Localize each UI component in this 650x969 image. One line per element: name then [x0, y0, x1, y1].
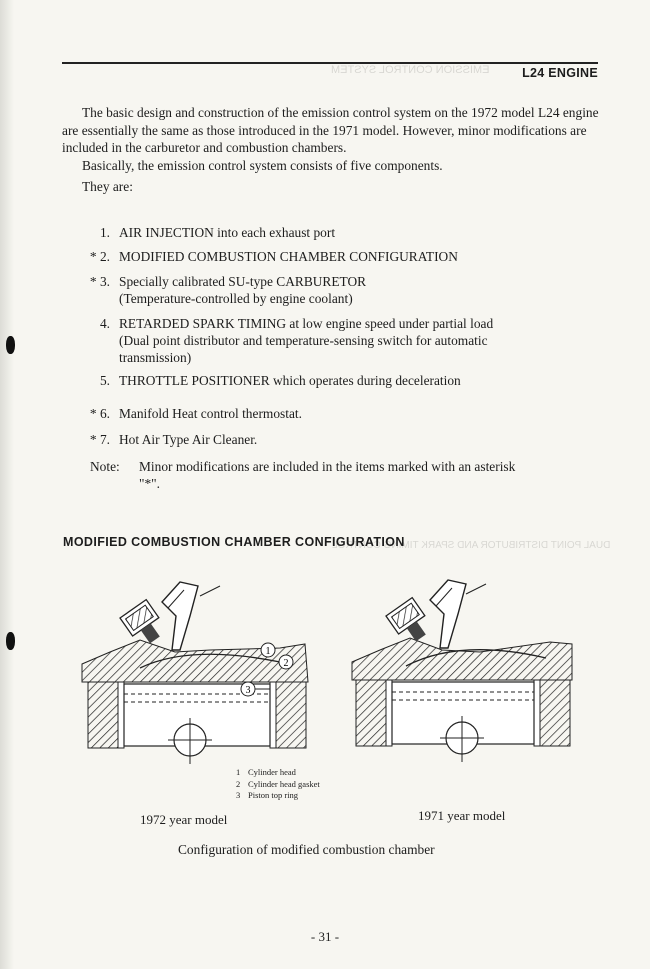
item-number: 1.: [99, 225, 110, 240]
item-number: * 7.: [89, 432, 110, 447]
intro-paragraph: The basic design and construction of the emission control system on the 1972 model L24 engine are essentially the same as those introduced in the 1971 model. However, minor modifications are included in the carburetor and combustion chambers.: [62, 105, 599, 155]
callout-number: 2: [283, 658, 289, 669]
note-text: Minor modifications are included in the items marked with an asterisk: [139, 459, 516, 474]
ghost-text: EMISSION CONTROL SYSTEM: [331, 64, 490, 76]
note-label: Note:: [90, 459, 120, 474]
item-number: * 2.: [89, 249, 110, 264]
section-heading: MODIFIED COMBUSTION CHAMBER CONFIGURATION: [63, 535, 405, 549]
item-number: 4.: [99, 316, 110, 331]
header-rule: [62, 62, 598, 64]
ghost-text: DUAL POINT DISTRIBUTOR AND SPARK TIMING CONTROL: [331, 540, 610, 551]
item-subtext: (Dual point distributor and temperature-sensing switch for automatic: [119, 333, 488, 348]
item-number: 5.: [99, 373, 110, 388]
callout-number: 3: [245, 685, 251, 696]
item-text: Hot Air Type Air Cleaner.: [119, 432, 258, 447]
item-text: Specially calibrated SU-type CARBURETOR: [119, 274, 367, 289]
binder-hole: [6, 632, 15, 650]
intro-paragraph: Basically, the emission control system consists of five components.: [82, 157, 443, 173]
legend-item: 3 Piston top ring: [236, 790, 299, 800]
page-edge: [0, 0, 14, 969]
item-number: * 6.: [89, 406, 110, 421]
left-diagram-caption: 1972 year model: [140, 812, 228, 827]
item-number: * 3.: [89, 274, 110, 289]
figure-legend: [236, 767, 320, 802]
right-diagram-caption: 1971 year model: [418, 808, 506, 823]
item-text: RETARDED SPARK TIMING at low engine speed under partial load: [119, 316, 494, 331]
combustion-chamber-diagram-1972: [80, 572, 315, 772]
intro-text: [62, 104, 602, 196]
legend-item: 2 Cylinder head gasket: [236, 778, 320, 789]
callout-number: 1: [265, 646, 271, 657]
page-number: - 31 -: [310, 929, 340, 944]
binder-hole: [6, 336, 15, 354]
item-subtext: (Temperature-controlled by engine coolant): [119, 291, 353, 306]
item-text: Manifold Heat control thermostat.: [119, 406, 302, 421]
item-text: AIR INJECTION into each exhaust port: [119, 225, 336, 240]
item-text: MODIFIED COMBUSTION CHAMBER CONFIGURATION: [119, 249, 458, 264]
note-text: "*".: [139, 476, 160, 491]
legend-item: 1 Cylinder head: [236, 767, 296, 777]
item-subtext: transmission): [119, 350, 192, 365]
figure-caption: Configuration of modified combustion chamber: [178, 842, 435, 857]
intro-paragraph: They are:: [82, 179, 133, 194]
item-text: THROTTLE POSITIONER which operates during deceleration: [119, 373, 461, 388]
page-header-title: L24 ENGINE: [522, 66, 598, 80]
combustion-chamber-diagram-1971: [350, 572, 575, 772]
